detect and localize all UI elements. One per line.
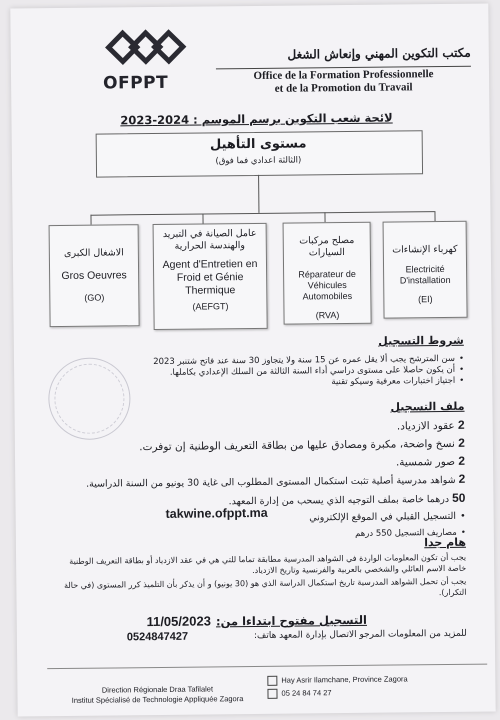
file-item-count: 50 <box>452 490 466 505</box>
location-icon <box>267 676 277 686</box>
important-note: يجب أن تكون المعلومات الواردة في الشواهد المدرسية مطابقة تماما للتي هي في عقد الازدياد أو بطاقة التعريف الوطنية خاصة الاسم العائلي والشخصي بالعربية والفرنسية وتاريخ الازدياد. <box>69 552 467 576</box>
level-subtitle: (الثالثة اعدادي فما فوق) <box>215 155 302 167</box>
file-item <box>75 436 465 455</box>
program-card-rva <box>283 222 372 325</box>
condition-item: • سن المترشح يجب ألا يقل عمره عن 15 سنة ولا يتجاوز 30 سنة عند فاتح شتنبر 2023 <box>124 354 464 369</box>
program-name-arabic: الاشغال الكبرى <box>63 247 124 259</box>
important-note: يجب أن تحمل الشواهد المدرسية تاريخ استكمال الدراسة الذي هو (30 يونيو) و أن يذكر بأن التلميذ كرر المستوى (في حالة التكرار). <box>64 576 467 598</box>
contact-row <box>127 628 467 648</box>
program-name-french: Réparateur de Véhicules Automobiles <box>298 268 356 302</box>
file-list <box>75 418 466 511</box>
program-code: (EI) <box>418 294 433 305</box>
contact-phone[interactable]: 0524847427 <box>126 630 189 644</box>
file-item-text: عقود الازدياد. <box>396 419 455 433</box>
contact-label: للمزيد من المعلومات المرجو الاتصال بإدارة المعهد هاتف: <box>253 628 467 642</box>
office-fr-line2: et de la Promotion du Travail <box>274 81 413 95</box>
footer-contact <box>267 672 467 700</box>
org-connector-branch <box>434 211 435 221</box>
file-item-text: شواهد مدرسية أصلية تثبت استكمال المستوى المطلوب الى غاية 30 يونيو من السنة الدراسية. <box>86 474 456 490</box>
important-heading: هام جدا <box>424 535 466 550</box>
website-link[interactable]: takwine.ofppt.ma <box>165 505 268 521</box>
footer-institute <box>57 684 257 706</box>
program-card-aefgt <box>153 223 268 330</box>
footer-phone[interactable]: 05 24 84 74 27 <box>281 688 332 698</box>
fees-text: • مصاريف التسجيل 550 درهم <box>355 528 466 539</box>
file-item-text: درهما خاصة بملف التوجيه الذي يسحب من إدارة المعهد. <box>228 493 450 508</box>
org-connector-vertical <box>258 175 259 213</box>
registration-label: التسجيل مفتوح ابتداءا من: <box>215 612 367 629</box>
file-item-text: صور شمسية. <box>395 455 456 469</box>
org-connector-branch <box>90 215 91 225</box>
program-code: (GO) <box>84 292 105 303</box>
condition-item: • أن يكون حاصلا على مستوى دراسي أداء السنة الثالثة من السلك الإعدادي بكاملها. <box>124 365 464 380</box>
conditions-heading: شروط التسجيل <box>378 333 464 348</box>
ofppt-logo-icon <box>103 29 189 74</box>
program-name-french: Agent d'Entretien en Froid et Génie Thermique <box>162 257 258 297</box>
org-connector-branch <box>202 214 203 224</box>
program-name-arabic: عامل الصيانة في التبريد والهندسة الحرارية <box>162 227 257 252</box>
condition-item: • اجتياز اختبارات معرفية وسيكو تقنية <box>124 376 464 391</box>
conditions-list <box>124 354 464 391</box>
file-item <box>75 418 465 437</box>
program-name-french: Electricité D'installation <box>399 263 451 286</box>
footer-direction: Direction Régionale Draa Tafilalet <box>101 684 214 695</box>
footer-address: Hay Asrir Ilamchane, Province Zagora <box>281 674 408 685</box>
program-name-arabic: كهرباء الإنشاءات <box>392 243 458 256</box>
program-code: (AEFGT) <box>192 301 229 312</box>
important-notes <box>50 552 466 602</box>
file-item <box>75 472 465 492</box>
registration-date: 11/05/2023 <box>146 613 211 630</box>
file-item-count: 2 <box>458 453 466 468</box>
program-card-ei <box>383 221 468 319</box>
file-item <box>75 454 465 473</box>
program-name-french: Gros Oeuvres <box>61 269 127 283</box>
logo-text: OFPPT <box>102 72 169 94</box>
online-registration-label: • التسجيل القبلي في الموقع الإلكتروني <box>309 511 466 524</box>
file-item-text: نسخ واضحة، مكبرة ومصادق عليها من بطاقة التعريف الوطنية إن توفرت. <box>139 437 455 454</box>
office-name-arabic: مكتب التكوين المهني وإنعاش الشغل <box>287 45 471 62</box>
org-connector-horizontal <box>90 211 434 216</box>
phone-icon <box>267 689 277 699</box>
program-name-arabic: مصلح مركبات السيارات <box>299 234 355 259</box>
office-name-french <box>216 68 471 97</box>
program-card-go <box>49 224 140 327</box>
file-item-count: 2 <box>458 471 466 486</box>
org-connector-branch <box>324 212 325 222</box>
file-item-count: 2 <box>457 417 465 432</box>
file-item-count: 2 <box>458 435 465 450</box>
program-code: (RVA) <box>315 310 340 321</box>
registration-open <box>77 608 437 631</box>
office-fr-line1: Office de la Formation Professionnelle <box>253 68 434 82</box>
footer-institute-name: Institut Spécialisé de Technologie Appliquée Zagora <box>71 694 244 705</box>
page-title: لائحة شعب التكوين برسم الموسم : 2024-2023 <box>120 110 393 128</box>
document-page <box>10 4 495 717</box>
level-title: مستوى التأهيل <box>209 136 307 153</box>
file-heading: ملف التسجيل <box>390 399 465 414</box>
